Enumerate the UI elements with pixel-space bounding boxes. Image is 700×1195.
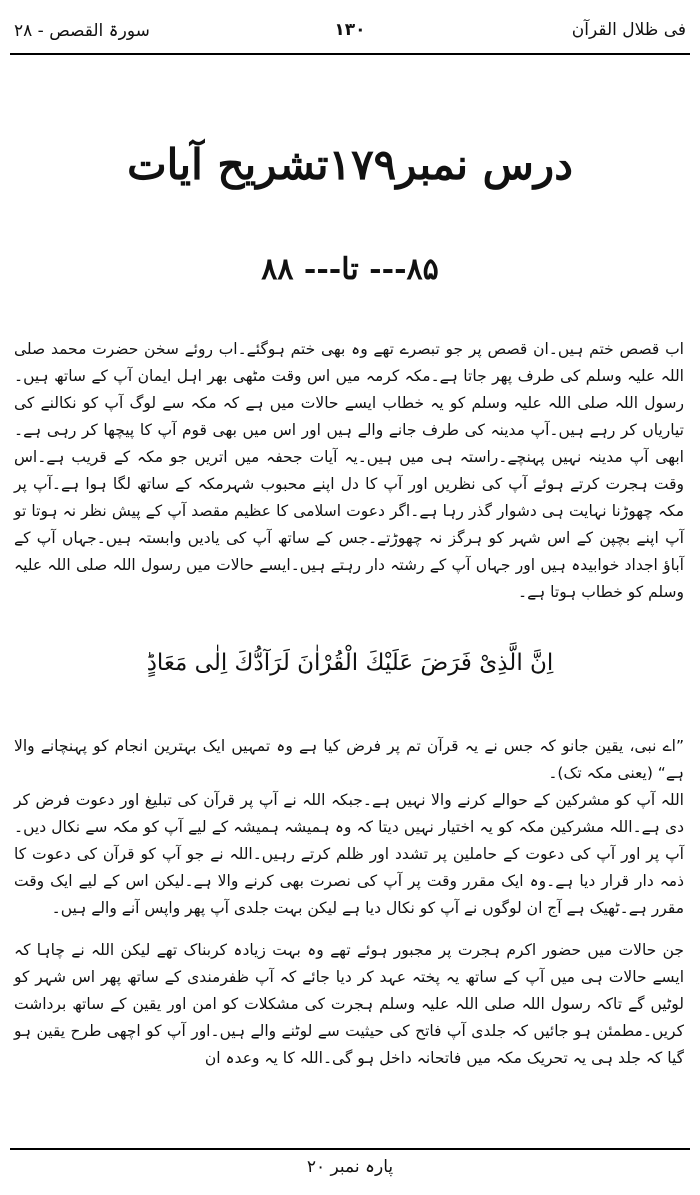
paragraph-hijrah: جن حالات میں حضور اکرم ہجرت پر مجبور ہوئے تھے وہ بہت زیادہ کربناک تھے لیکن اللہ نے چاہا کہ ایسے حالات ہی میں آپ کے ساتھ یہ پختہ عہد کر دیا جائے کہ آپ ظفرمندی کے ساتھ پھر اس شہر کو لوٹیں گے تاکہ رسول اللہ صلی اللہ علیہ وسلم ہجرت کی مشکلات کو امن اور یقین کے ساتھ برداشت کریں۔مطمئن ہو جائیں کہ جلدی آپ فاتح کی حیثیت سے لوٹنے والے ہیں۔اور آپ کو اچھی طرح یقین ہو گیا کہ جلد ہی یہ تحریک مکہ میں فاتحانہ داخل ہو گی۔اللہ کا یہ وعدہ ان [14, 941, 684, 1067]
book-title: فی ظلال القرآن [571, 20, 686, 40]
ayah-range: ۸۵--- تا--- ۸۸ [261, 252, 439, 287]
page-number: ۱۳۰ [334, 20, 366, 40]
paragraph-explanation: اللہ آپ کو مشرکین کے حوالے کرنے والا نہیں ہے۔جبکہ اللہ نے آپ پر قرآن کی تبلیغ اور دعوت فرض کر دی ہے۔اللہ مشرکین مکہ کو یہ اختیار نہیں دیتا کہ وہ ہمیشہ ہمیشہ کے لیے آپ کو مکہ سے نکال دیں۔آپ پر اور آپ کی دعوت کے حاملین پر تشدد اور ظلم کرتے رہیں۔اللہ نے جو آپ کو قرآن کی دعوت کا ذمہ دار قرار دیا ہے۔وہ ایک مقرر وقت پر آپ کی نصرت بھی کرنے والا ہے۔لیکن اس کے لیے ایک وقت مقرر ہے۔ٹھیک ہے آج ان لوگوں نے آپ کو نکال دیا ہے لیکن بہت جلدی آپ پھر واپس آنے والے ہیں۔ [14, 791, 684, 917]
surah-name: سورۃ القصص - ۲۸ [14, 21, 150, 41]
para-number-footer: پارہ نمبر ۲۰ [306, 1157, 394, 1177]
lesson-title: درس نمبر۱۷۹تشریح آیات [127, 140, 573, 189]
page-header [14, 20, 686, 52]
paragraph-translation: ”اے نبی، یقین جانو کہ جس نے یہ قرآن تم پر فرض کیا ہے وہ تمہیں ایک بہترین انجام کو پہنچانے والا ہے“ (یعنی مکہ تک)۔ [14, 737, 684, 782]
header-rule [10, 53, 690, 55]
paragraph-intro: اب قصص ختم ہیں۔ان قصص پر جو تبصرے تھے وہ بھی ختم ہوگئے۔اب روئے سخن حضرت محمد صلی اللہ علیہ وسلم کی طرف پھر جاتا ہے۔مکہ کرمہ میں اس وقت مٹھی بھر اہل ایمان آپ کے ساتھ ہیں۔رسول اللہ صلی اللہ علیہ وسلم کو یہ خطاب ایسے حالات میں ہے کہ مکہ سے لوگ آپ کو نکالنے کی تیاریاں کر رہے ہیں۔آپ مدینہ کی طرف جانے والے ہیں اور اس میں بھی قوم آپ کا پیچھا کر رہی ہے۔ابھی آپ مدینہ نہیں پہنچے۔راستہ ہی میں ہیں۔یہ آیات جحفہ میں اتریں جو مکہ کے قریب ہے۔اس وقت ہجرت کرتے ہوئے آپ کی نظریں اور آپ کا دل اپنے محبوب شہرمکہ کے ساتھ لگا ہوا ہے۔آپ پر مکہ چھوڑنا نہایت ہی دشوار گذر رہا ہے۔اگر دعوت اسلامی کا عظیم مقصد آپ کے پیش نظر نہ ہوتا تو آپ اپنے بچپن کے اس شہر کو ہرگز نہ چھوڑتے۔جس کے ساتھ آپ کی یادیں وابستہ ہیں۔جہاں آپ کے آباؤ اجداد خوابیدہ ہیں اور جہاں آپ کے رشتہ دار رہتے ہیں۔ایسے حالات میں رسول اللہ صلی اللہ علیہ وسلم کو خطاب ہوتا ہے۔ [14, 340, 684, 601]
footer-rule [10, 1148, 690, 1150]
quran-ayah: اِنَّ الَّذِیْ فَرَضَ عَلَیْكَ الْقُرْاٰنَ لَرَآدُّكَ اِلٰى مَعَادٍؕ [146, 650, 554, 676]
